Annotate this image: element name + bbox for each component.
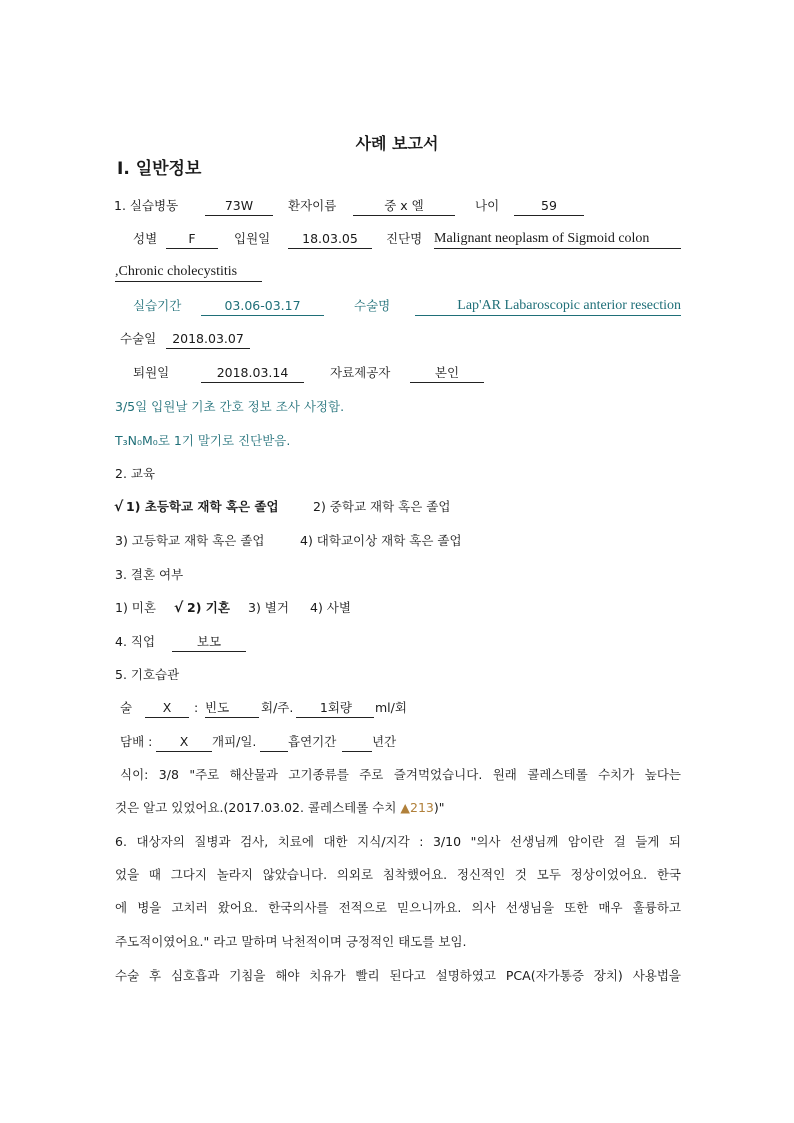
ward-label: 1. 실습병동 — [114, 198, 179, 213]
operation-name-label: 수술명 — [354, 298, 391, 313]
education-check-mark: √ — [114, 499, 124, 515]
smoking-value: X — [156, 733, 212, 752]
alcohol-per-week: 회/주. — [261, 700, 294, 715]
diet-line-2 — [115, 799, 445, 817]
marriage-option-2-selected: 2) 기혼 — [187, 600, 230, 615]
job-label: 4. 직업 — [115, 634, 156, 649]
education-option-1-selected: 1) 초등학교 재학 혹은 졸업 — [126, 499, 279, 514]
knowledge-line-2: 었을 때 그다지 놀라지 않았습니다. 의외로 침착했어요. 정신적인 것 모두 정상이었어요. 한국 — [115, 867, 681, 882]
smoking-years-unit: 년간 — [372, 734, 397, 749]
cholesterol-value: 213 — [410, 800, 434, 815]
admission-date-value: 18.03.05 — [288, 230, 372, 249]
alcohol-frequency-label: 빈도 — [205, 699, 259, 718]
practice-period-value: 03.06-03.17 — [201, 297, 324, 316]
education-option-3: 3) 고등학교 재학 혹은 졸업 — [115, 533, 265, 548]
cholesterol-up-arrow-icon: ▲ — [400, 800, 411, 815]
discharge-date-value: 2018.03.14 — [201, 364, 304, 383]
smoking-per-day-blank — [260, 733, 288, 752]
staging-text: 로 1기 말기로 진단받음. — [157, 433, 291, 448]
knowledge-line-4: 주도적이였어요." 라고 말하며 낙천적이며 긍정적인 태도를 보임. — [115, 934, 467, 949]
marriage-option-3: 3) 별거 — [248, 600, 289, 615]
marriage-check-mark: √ — [174, 600, 184, 616]
habits-label: 5. 기호습관 — [115, 667, 180, 682]
staging-note — [115, 432, 290, 450]
alcohol-amount-label: 1회량 — [296, 699, 352, 718]
operation-date-label: 수술일 — [120, 331, 157, 346]
smoking-years-blank — [342, 733, 372, 752]
alcohol-amount-blank — [352, 699, 374, 718]
age-label: 나이 — [475, 198, 500, 213]
education-option-4: 4) 대학교이상 재학 혹은 졸업 — [300, 533, 462, 548]
marriage-option-1: 1) 미혼 — [115, 600, 156, 615]
marriage-option-4: 4) 사별 — [310, 600, 351, 615]
section-general-info-heading: Ⅰ. 일반정보 — [117, 159, 202, 179]
practice-period-label: 실습기간 — [133, 298, 182, 313]
alcohol-value: X — [145, 699, 189, 718]
tnm-stage: T₃N₀M₀ — [115, 433, 158, 448]
page-title: 사례 보고서 — [355, 134, 439, 153]
operation-date-value: 2018.03.07 — [166, 330, 250, 349]
alcohol-colon: : — [194, 700, 199, 715]
alcohol-amount-unit: ml/회 — [375, 700, 407, 715]
smoking-per-day: 개피/일. — [212, 734, 257, 749]
ward-value: 73W — [205, 197, 273, 216]
alcohol-label: 술 — [120, 700, 133, 715]
smoking-years-label: 흡연기간 — [288, 734, 337, 749]
education-option-2: 2) 중학교 재학 혹은 졸업 — [313, 499, 451, 514]
diet-line-2-text: 것은 알고 있었어요.(2017.03.02. 콜레스테롤 수치 — [115, 800, 401, 815]
diagnosis-continued-value: ,Chronic cholecystitis — [115, 263, 262, 282]
diagnosis-value: Malignant neoplasm of Sigmoid colon — [434, 230, 681, 249]
knowledge-line-1: 6. 대상자의 질병과 검사, 치료에 대한 지식/지각 : 3/10 "의사 선생님께 암이란 걸 들게 되 — [115, 834, 681, 849]
knowledge-line-3: 에 병을 고치러 왔어요. 한국의사를 전적으로 믿으니까요. 의사 선생님을 또한 매우 훌륭하고 — [115, 900, 681, 915]
data-source-label: 자료제공자 — [330, 365, 391, 380]
data-source-value: 본인 — [410, 364, 484, 383]
operation-name-value: Lap'AR Labaroscopic anterior resection — [415, 297, 681, 316]
education-label: 2. 교육 — [115, 466, 156, 481]
knowledge-line-5: 수술 후 심호흡과 기침을 해야 치유가 빨리 된다고 설명하였고 PCA(자가통증 장치) 사용법을 — [115, 968, 681, 983]
diagnosis-label: 진단명 — [386, 231, 423, 246]
job-value: 보모 — [172, 633, 246, 652]
admission-assessment-note: 3/5일 입원날 기초 간호 정보 조사 사정함. — [115, 399, 345, 414]
age-value: 59 — [514, 197, 584, 216]
admission-date-label: 입원일 — [234, 231, 271, 246]
patient-name-value: 중 x 엘 — [353, 197, 455, 216]
patient-name-label: 환자이름 — [288, 198, 337, 213]
diet-line-1: 식이: 3/8 "주로 해산물과 고기종류를 주로 즐겨먹었습니다. 원래 콜레스테롤 수치가 높다는 — [120, 767, 681, 782]
discharge-date-label: 퇴원일 — [133, 365, 170, 380]
smoking-label: 담배 : — [120, 734, 153, 749]
marriage-label: 3. 결혼 여부 — [115, 567, 184, 582]
diet-line-2-tail: )" — [433, 800, 445, 815]
sex-label: 성별 — [133, 231, 158, 246]
sex-value: F — [166, 230, 218, 249]
